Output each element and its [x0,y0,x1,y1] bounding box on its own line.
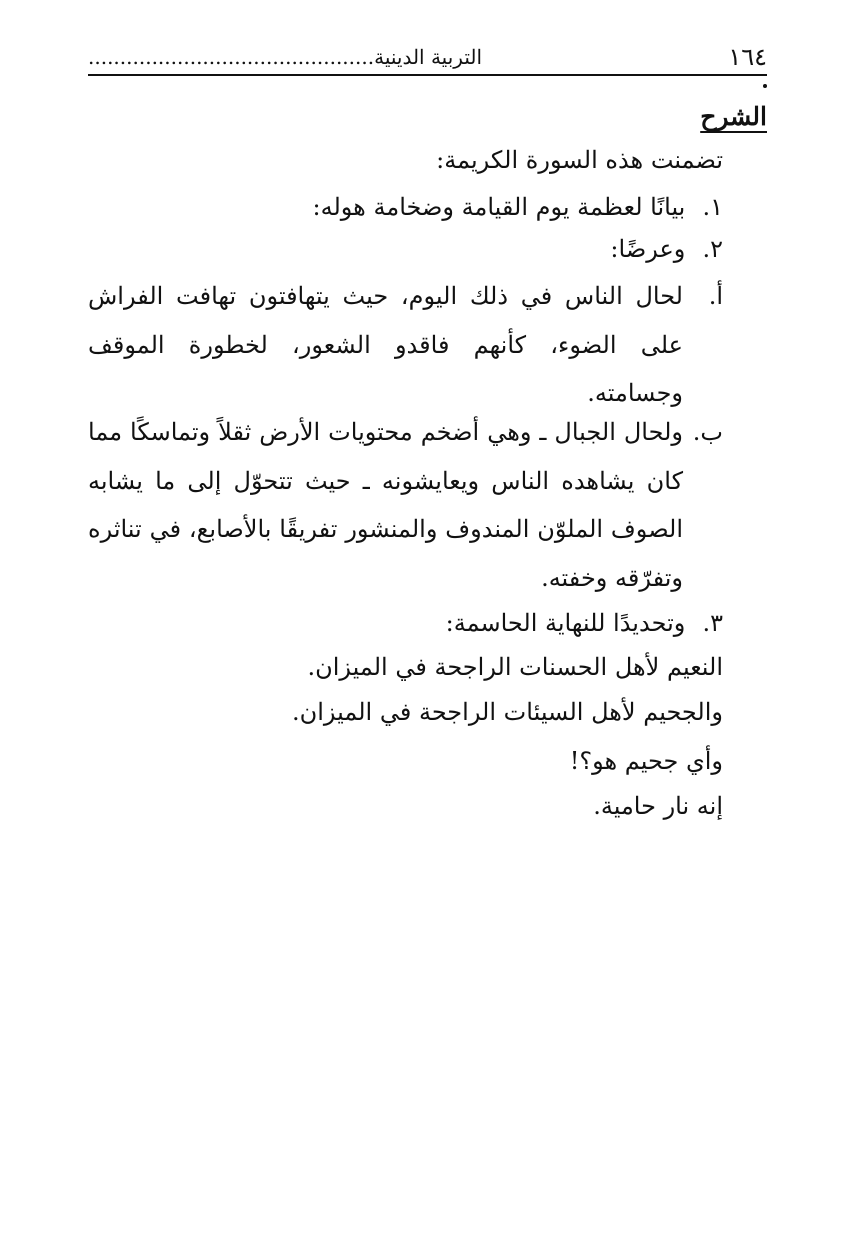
sub-item-text: لحال الناس في ذلك اليوم، حيث يتهافتون تهافت الفراش على الضوء، كأنهم فاقدو الشعور، لخطورة الموقف وجسامته. [88,282,683,407]
header-dot [763,84,767,88]
numbered-item-1 [313,190,723,224]
sub-item-a [88,272,723,418]
closing-line: النعيم لأهل الحسنات الراجحة في الميزان. [307,653,723,681]
closing-line: إنه نار حامية. [593,792,723,820]
sub-item-marker: أ. [708,282,723,310]
numbered-item-label: ٣. [702,609,723,637]
page-number: ١٦٤ [728,43,767,71]
running-header [88,36,767,72]
numbered-item-3 [446,606,723,640]
closing-line: والجحيم لأهل السيئات الراجحة في الميزان. [291,698,723,726]
intro-line: تضمنت هذه السورة الكريمة: [436,146,723,174]
closing-line: وأي جحيم هو؟! [569,747,723,775]
section-heading: الشرح [700,102,767,131]
header-rule [88,74,767,76]
numbered-item-text: بيانًا لعظمة يوم القيامة وضخامة هوله: [312,193,686,221]
sub-item-text: ولحال الجبال ـ وهي أضخم محتويات الأرض ثقلاً وتماسكًا مما كان يشاهده الناس ويعايشونه ـ حيث تتحوّل إلى ما يشابه الصوف الملوّن المندوف والمنشور تفريقًا بالأصابع، في تناثره وتفرّقه وخفته. [88,418,683,592]
numbered-item-text: وتحديدًا للنهاية الحاسمة: [445,609,686,637]
numbered-item-label: ١. [702,193,723,221]
numbered-item-2 [610,232,723,266]
numbered-item-label: ٢. [702,235,723,263]
numbered-item-text: وعرضًا: [610,235,686,263]
sub-item-marker: ب. [692,418,723,446]
running-title: .............................................التربية الدينية [88,45,483,69]
sub-item-b [88,408,723,602]
